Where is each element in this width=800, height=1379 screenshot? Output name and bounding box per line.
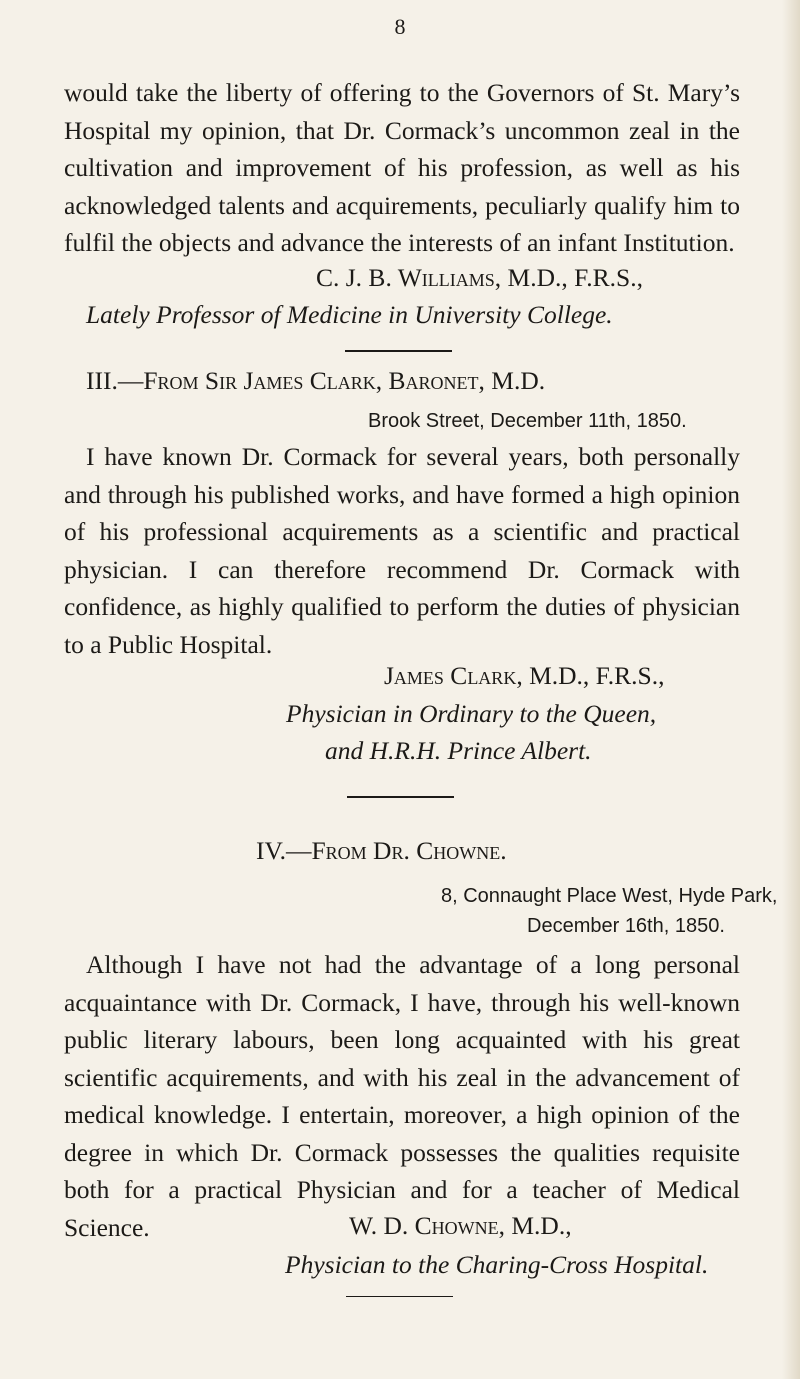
letter-2-signature-title: Lately Professor of Medicine in University College.	[86, 300, 613, 329]
section-divider	[346, 1296, 453, 1297]
letter-3-body: I have known Dr. Cormack for several years, both personally and through his published works, and have formed a high opinion of his professional acquirements as a scientific and practical physician. I can therefore recommend Dr. Cormack with confidence, as highly qualified to perform the duties of physician to a Public Hospital.	[64, 442, 740, 659]
section-divider	[347, 796, 454, 798]
letter-2-signature-name: C. J. B. Williams, M.D., F.R.S.,	[316, 263, 643, 292]
letter-4-heading: IV.—From Dr. Chowne.	[256, 836, 507, 865]
page-number: 8	[394, 14, 406, 39]
letter-4-body: Although I have not had the advantage of a long personal acquaintance with Dr. Cormack, I have, through his well-known public literary labours, been long acquainted with his great scientific acquirements, and with his zeal in the advancement of medical knowledge. I entertain, moreover, a high opinion of the degree in which Dr. Cormack possesses the qualities requisite both for a practical Physician and for a teacher of Medical Science.	[64, 950, 740, 1242]
letter-3-signature-title-line1: Physician in Ordinary to the Queen,	[286, 699, 657, 728]
letter-3-signature-name: James Clark, M.D., F.R.S.,	[384, 661, 665, 690]
page-edge-shadow	[782, 0, 800, 1379]
letter-4-dateline-date: December 16th, 1850.	[527, 915, 725, 937]
letter-3-dateline: Brook Street, December 11th, 1850.	[368, 410, 687, 432]
letter-2-body: would take the liberty of offering to the Governors of St. Mary’s Hospital my opinion, that Dr. Cormack’s uncommon zeal in the cultivation and improvement of his profession, as well as his acknowledged talents and acquirements, peculiarly qualify him to fulfil the objects and advance the interests of an infant Institution.	[64, 78, 740, 257]
letter-4-signature-title: Physician to the Charing-Cross Hospital.	[285, 1250, 709, 1279]
letter-4-dateline-address: 8, Connaught Place West, Hyde Park,	[441, 885, 778, 907]
letter-4-signature-name: W. D. Chowne, M.D.,	[349, 1211, 572, 1240]
letter-3-signature-title-line2: and H.R.H. Prince Albert.	[325, 736, 592, 765]
section-divider	[345, 350, 452, 352]
letter-3-heading: III.—From Sir James Clark, Baronet, M.D.	[86, 366, 546, 395]
